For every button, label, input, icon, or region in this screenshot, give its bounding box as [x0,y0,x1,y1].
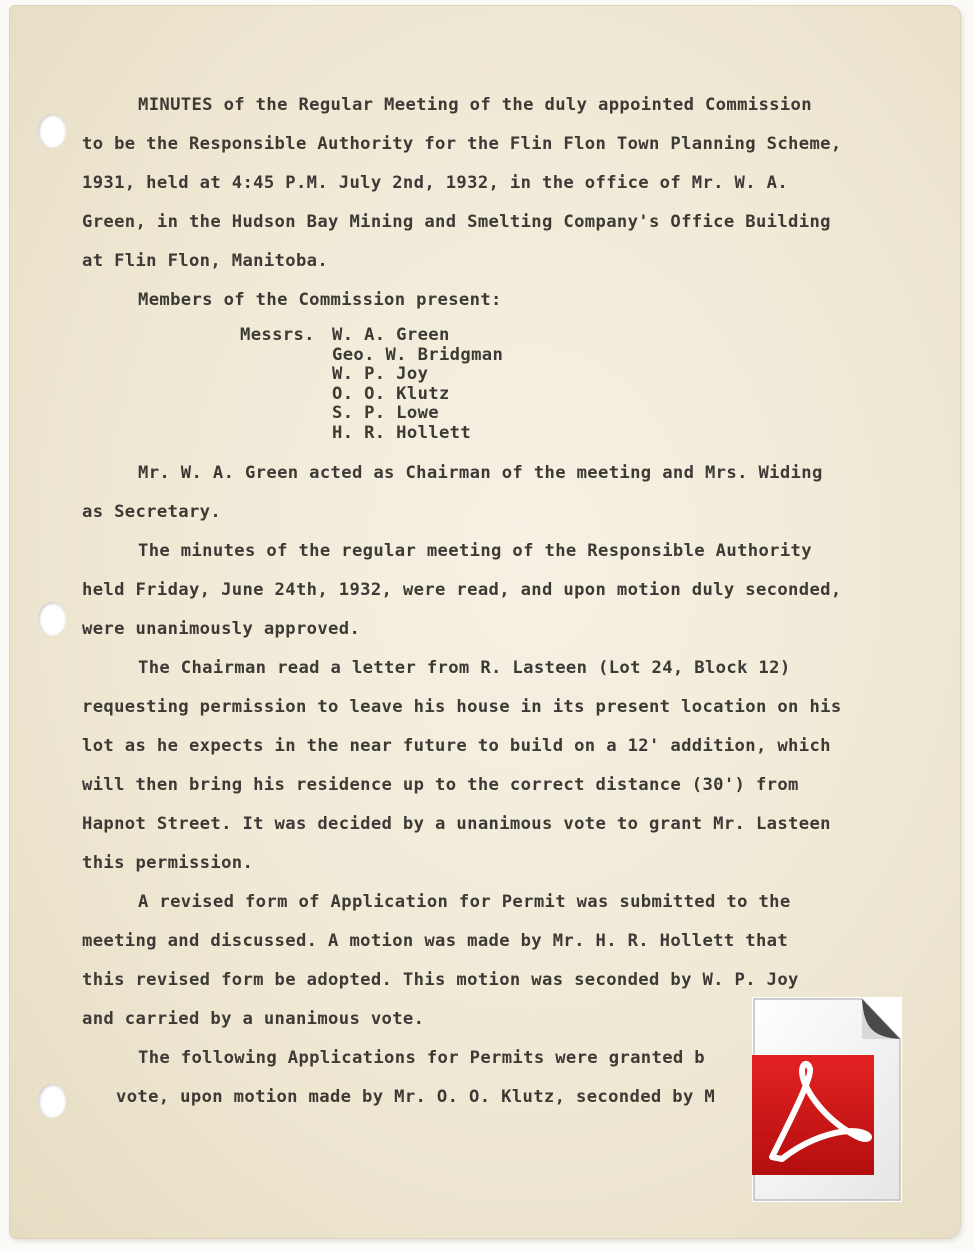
member-row [240,365,912,385]
intro-line: at Flin Flon, Manitoba. [82,251,329,271]
members-prefix: Messrs. [240,325,315,345]
binder-hole-top [38,114,66,148]
pdf-document-icon[interactable] [752,997,902,1202]
member-name: H. R. Hollett [332,422,472,443]
members-heading: Members of the Commission present: [138,290,502,310]
members-list [240,326,912,443]
member-row [240,346,912,366]
member-row [240,424,912,444]
intro-line: Green, in the Hudson Bay Mining and Smelting Company's Office Building [82,212,831,232]
chairman-line: Mr. W. A. Green acted as Chairman of the meeting and Mrs. Widing [138,463,823,483]
permits-text: vote, upon motion made by Mr. O. O. Klutz, seconded by M [116,1087,716,1107]
minutes-line: held Friday, June 24th, 1932, were read, and upon motion duly seconded, [82,580,842,600]
form-line: this revised form be adopted. This motion was seconded by W. P. Joy [82,970,799,990]
member-name: Geo. W. Bridgman [332,344,504,365]
letter-line: will then bring his residence up to the correct distance (30') from [82,775,799,795]
member-row [240,326,912,346]
form-line: A revised form of Application for Permit was submitted to the [138,892,791,912]
letter-line: this permission. [82,853,254,873]
member-name: W. A. Green [332,325,450,345]
form-line: meeting and discussed. A motion was made by Mr. H. R. Hollett that [82,931,789,951]
minutes-line: The minutes of the regular meeting of the Responsible Authority [138,541,812,561]
member-row [240,404,912,424]
chairman-line: as Secretary. [82,502,222,522]
form-line: and carried by a unanimous vote. [82,1009,425,1029]
intro-line: MINUTES of the Regular Meeting of the duly appointed Commission [138,95,812,115]
minutes-line: were unanimously approved. [82,619,361,639]
typed-minutes [82,86,912,1117]
member-row [240,385,912,405]
letter-line: Hapnot Street. It was decided by a unanimous vote to grant Mr. Lasteen [82,814,831,834]
letter-line: requesting permission to leave his house in its present location on his [82,697,842,717]
binder-hole-bottom [38,1084,66,1118]
letter-line: lot as he expects in the near future to build on a 12' addition, which [82,736,831,756]
member-name: W. P. Joy [332,364,429,384]
binder-hole-middle [38,602,66,636]
permits-line: The following Applications for Permits were granted b [138,1048,705,1068]
intro-line: 1931, held at 4:45 P.M. July 2nd, 1932, in the office of Mr. W. A. [82,173,789,193]
letter-line: The Chairman read a letter from R. Lasteen (Lot 24, Block 12) [138,658,791,678]
intro-line: to be the Responsible Authority for the Flin Flon Town Planning Scheme, [82,134,842,154]
member-name: S. P. Lowe [332,403,439,423]
member-name: O. O. Klutz [332,383,450,404]
